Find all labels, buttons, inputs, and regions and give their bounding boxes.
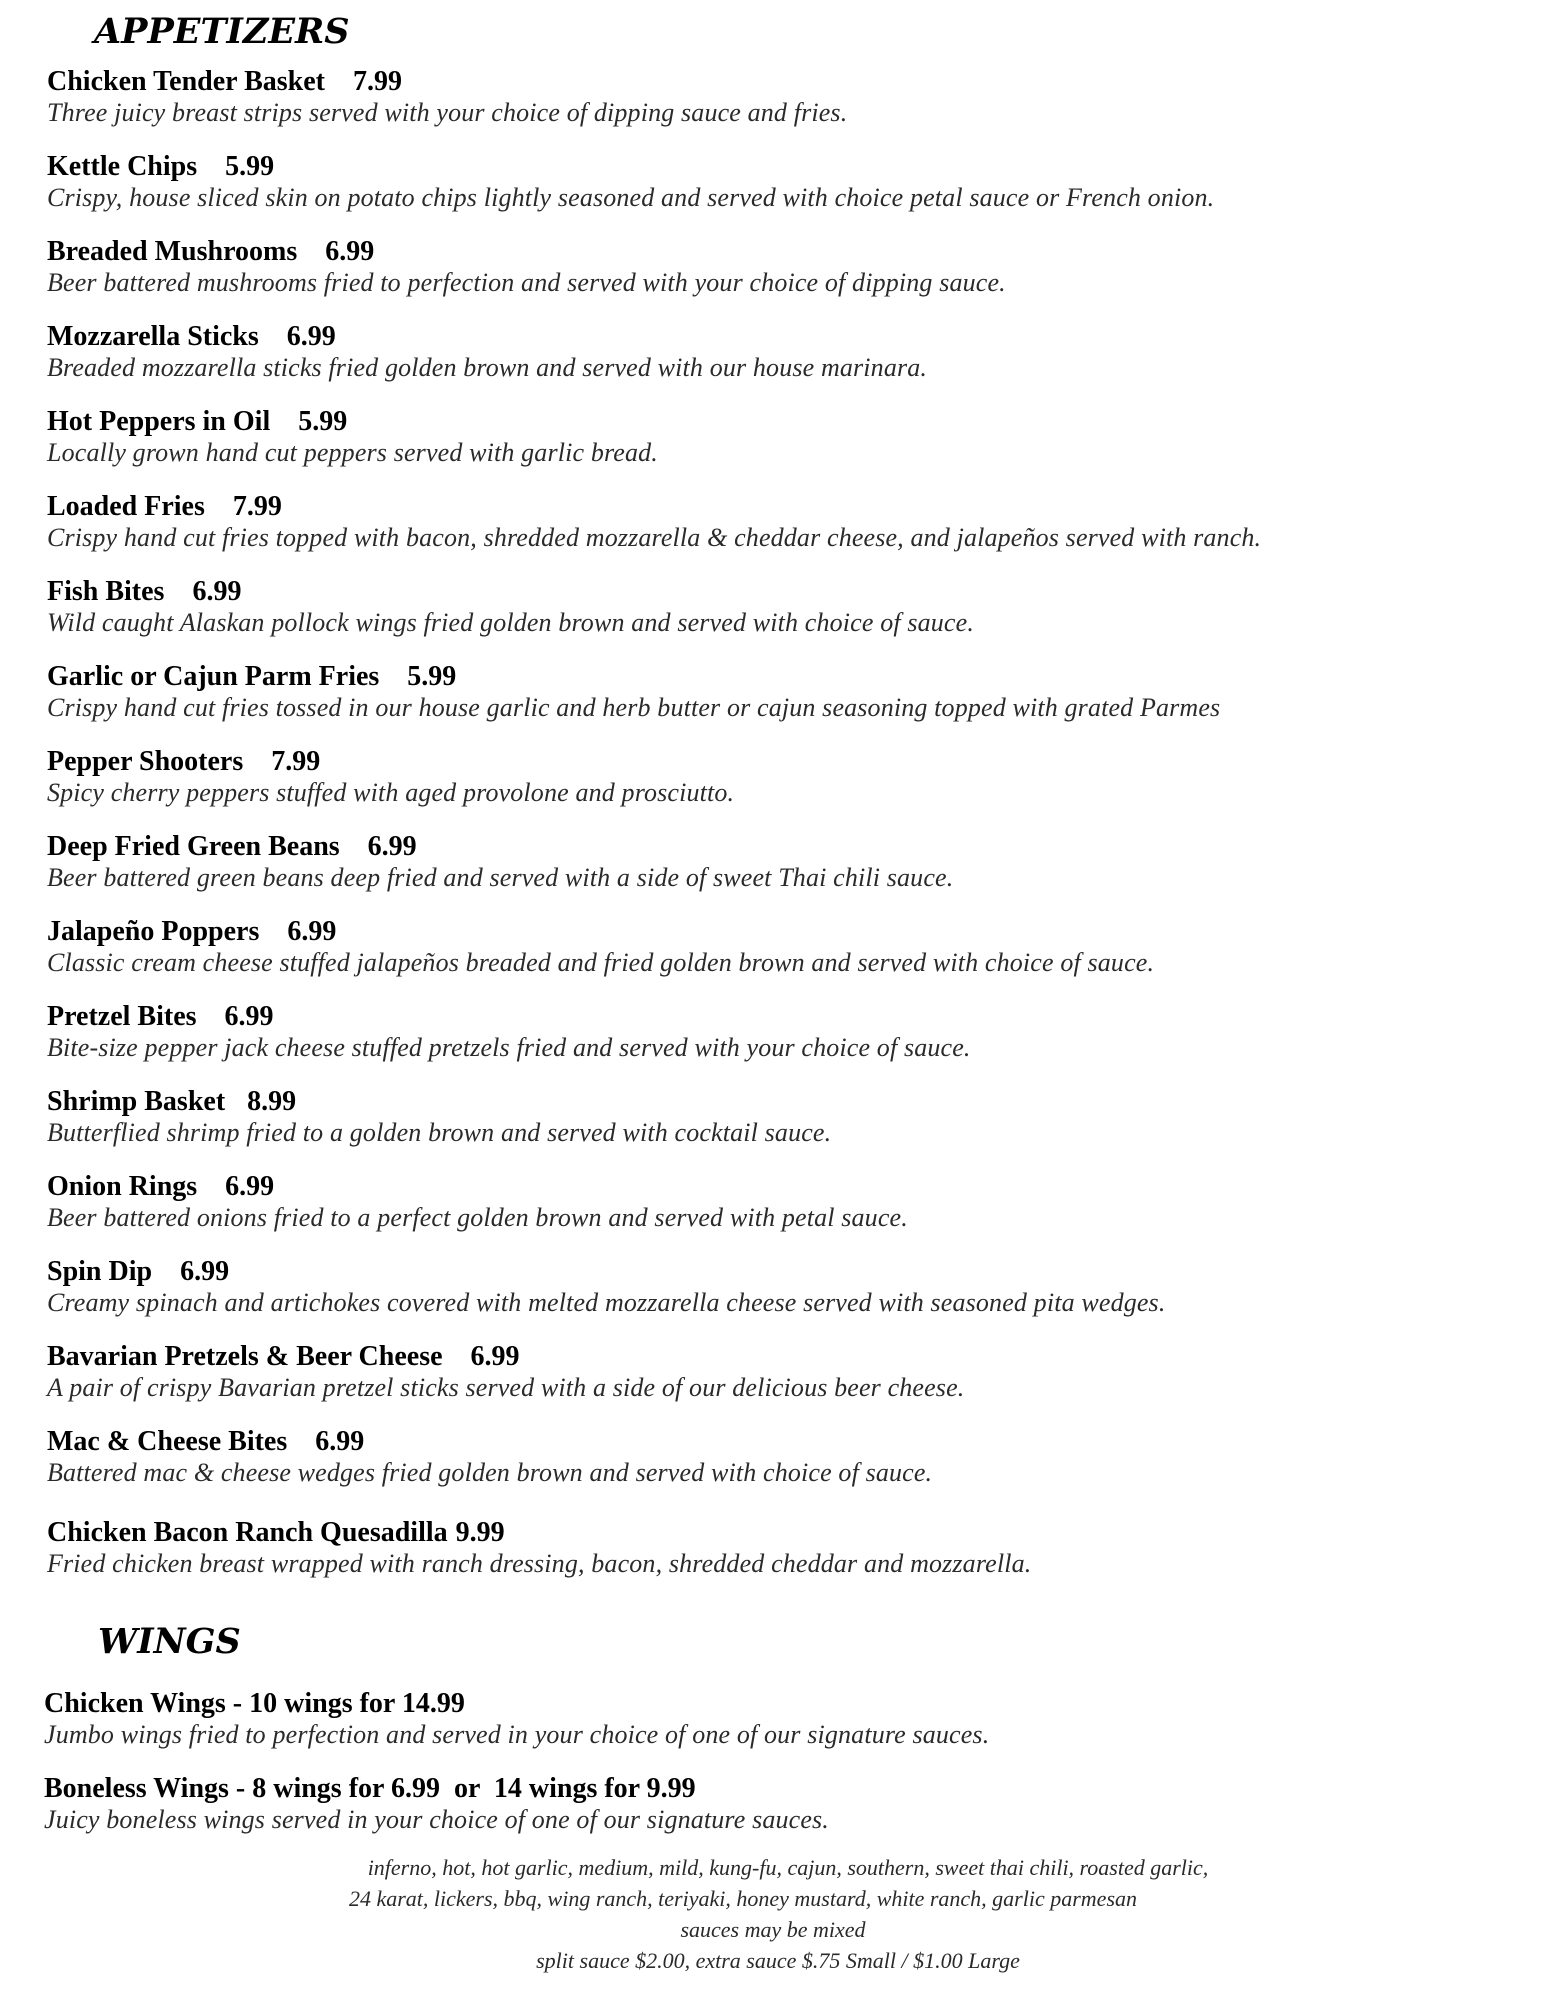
- menu-item: [47, 491, 1487, 552]
- item-name: Chicken Wings - 10 wings for 14.99: [44, 1688, 465, 1719]
- item-description: A pair of crispy Bavarian pretzel sticks served with a side of our delicious beer cheese.: [47, 1373, 965, 1402]
- sauce-options: [0, 1852, 1546, 1976]
- menu-item: [47, 66, 1487, 127]
- sauce-mix-note: sauces may be mixed: [680, 1917, 866, 1942]
- item-price: 9.99: [455, 1517, 505, 1548]
- appetizers-heading: APPETIZERS: [94, 11, 350, 52]
- item-price: 6.99: [287, 916, 337, 947]
- menu-item: [47, 321, 1487, 382]
- item-description: Butterflied shrimp fried to a golden brown and served with cocktail sauce.: [47, 1118, 832, 1147]
- item-name: Jalapeño Poppers: [47, 916, 260, 947]
- item-name: Shrimp Basket: [47, 1086, 226, 1117]
- menu-item: [44, 1688, 1484, 1749]
- item-name: Breaded Mushrooms: [47, 236, 298, 267]
- wings-list: [44, 1688, 1484, 1858]
- item-price: 7.99: [353, 66, 402, 97]
- item-name: Garlic or Cajun Parm Fries: [47, 661, 380, 692]
- item-description: Beer battered onions fried to a perfect golden brown and served with petal sauce.: [47, 1203, 908, 1232]
- item-name: Bavarian Pretzels & Beer Cheese: [47, 1341, 443, 1372]
- item-name: Hot Peppers in Oil: [47, 406, 271, 437]
- item-price: 8.99: [247, 1086, 297, 1117]
- item-description: Crispy, house sliced skin on potato chips lightly seasoned and served with choice petal sauce or French onion.: [47, 183, 1215, 212]
- item-price: 7.99: [271, 746, 321, 777]
- item-description: Locally grown hand cut peppers served with garlic bread.: [47, 438, 658, 467]
- item-name: Mozzarella Sticks: [47, 321, 259, 352]
- item-price: 6.99: [192, 576, 242, 607]
- menu-item: [47, 746, 1487, 807]
- item-name: Boneless Wings - 8 wings for 6.99 or 14 wings for 9.99: [44, 1773, 696, 1804]
- sauce-list-line: 24 karat, lickers, bbq, wing ranch, teriyaki, honey mustard, white ranch, garlic parmesan: [348, 1886, 1138, 1911]
- menu-item: [47, 1171, 1487, 1232]
- menu-item: [47, 1426, 1487, 1487]
- menu-item: [47, 576, 1487, 637]
- menu-item: [47, 406, 1487, 467]
- item-description: Beer battered mushrooms fried to perfection and served with your choice of dipping sauce.: [47, 268, 1006, 297]
- item-name: Chicken Bacon Ranch Quesadilla: [47, 1517, 448, 1548]
- item-name: Onion Rings: [47, 1171, 198, 1202]
- menu-item: [47, 1517, 1487, 1578]
- item-price: 6.99: [315, 1426, 365, 1457]
- item-name: Spin Dip: [47, 1256, 153, 1287]
- item-name: Chicken Tender Basket: [47, 66, 325, 97]
- item-description: Three juicy breast strips served with your choice of dipping sauce and fries.: [47, 98, 848, 127]
- item-name: Fish Bites: [47, 576, 165, 607]
- appetizer-list: [47, 66, 1487, 1602]
- item-name: Deep Fried Green Beans: [47, 831, 340, 862]
- item-price: 5.99: [407, 661, 457, 692]
- item-description: Fried chicken breast wrapped with ranch dressing, bacon, shredded cheddar and mozzarella.: [47, 1549, 1032, 1578]
- item-price: 5.99: [298, 406, 348, 437]
- item-description: Juicy boneless wings served in your choice of one of our signature sauces.: [44, 1805, 829, 1834]
- item-description: Bite-size pepper jack cheese stuffed pretzels fried and served with your choice of sauce.: [47, 1033, 971, 1062]
- menu-item: [47, 151, 1487, 212]
- sauce-pricing-note: split sauce $2.00, extra sauce $.75 Small / $1.00 Large: [536, 1948, 1020, 1973]
- item-price: 5.99: [225, 151, 275, 182]
- item-description: Crispy hand cut fries tossed in our house garlic and herb butter or cajun seasoning topped with grated Parmes: [47, 693, 1221, 722]
- item-description: Battered mac & cheese wedges fried golden brown and served with choice of sauce.: [47, 1458, 933, 1487]
- item-price: 6.99: [225, 1171, 275, 1202]
- item-price: 6.99: [367, 831, 417, 862]
- item-name: Pepper Shooters: [47, 746, 244, 777]
- item-description: Spicy cherry peppers stuffed with aged provolone and prosciutto.: [47, 778, 735, 807]
- item-name: Pretzel Bites: [47, 1001, 197, 1032]
- menu-item: [47, 661, 1487, 722]
- item-description: Jumbo wings fried to perfection and served in your choice of one of our signature sauces.: [44, 1720, 990, 1749]
- item-price: 6.99: [180, 1256, 230, 1287]
- menu-item: [47, 1256, 1487, 1317]
- item-price: 7.99: [232, 491, 282, 522]
- wings-heading: WINGS: [98, 1621, 241, 1662]
- menu-item: [47, 1341, 1487, 1402]
- item-name: Kettle Chips: [47, 151, 198, 182]
- item-description: Crispy hand cut fries topped with bacon, shredded mozzarella & cheddar cheese, and jalapeños served with ranch.: [47, 523, 1262, 552]
- menu-item: [47, 916, 1487, 977]
- item-name: Loaded Fries: [47, 491, 205, 522]
- menu-item: [47, 1086, 1487, 1147]
- item-name: Mac & Cheese Bites: [47, 1426, 288, 1457]
- item-price: 6.99: [224, 1001, 274, 1032]
- menu-item: [47, 236, 1487, 297]
- item-price: 6.99: [470, 1341, 520, 1372]
- item-description: Beer battered green beans deep fried and served with a side of sweet Thai chili sauce.: [47, 863, 954, 892]
- item-description: Creamy spinach and artichokes covered with melted mozzarella cheese served with seasoned pita wedges.: [47, 1288, 1166, 1317]
- menu-item: [44, 1773, 1484, 1834]
- item-description: Wild caught Alaskan pollock wings fried golden brown and served with choice of sauce.: [47, 608, 974, 637]
- item-price: 6.99: [325, 236, 375, 267]
- item-price: 6.99: [286, 321, 336, 352]
- sauce-list-line: inferno, hot, hot garlic, medium, mild, kung-fu, cajun, southern, sweet thai chili, roasted garlic,: [367, 1855, 1209, 1880]
- menu-item: [47, 1001, 1487, 1062]
- menu-item: [47, 831, 1487, 892]
- item-description: Classic cream cheese stuffed jalapeños breaded and fried golden brown and served with choice of sauce.: [47, 948, 1155, 977]
- item-description: Breaded mozzarella sticks fried golden brown and served with our house marinara.: [47, 353, 928, 382]
